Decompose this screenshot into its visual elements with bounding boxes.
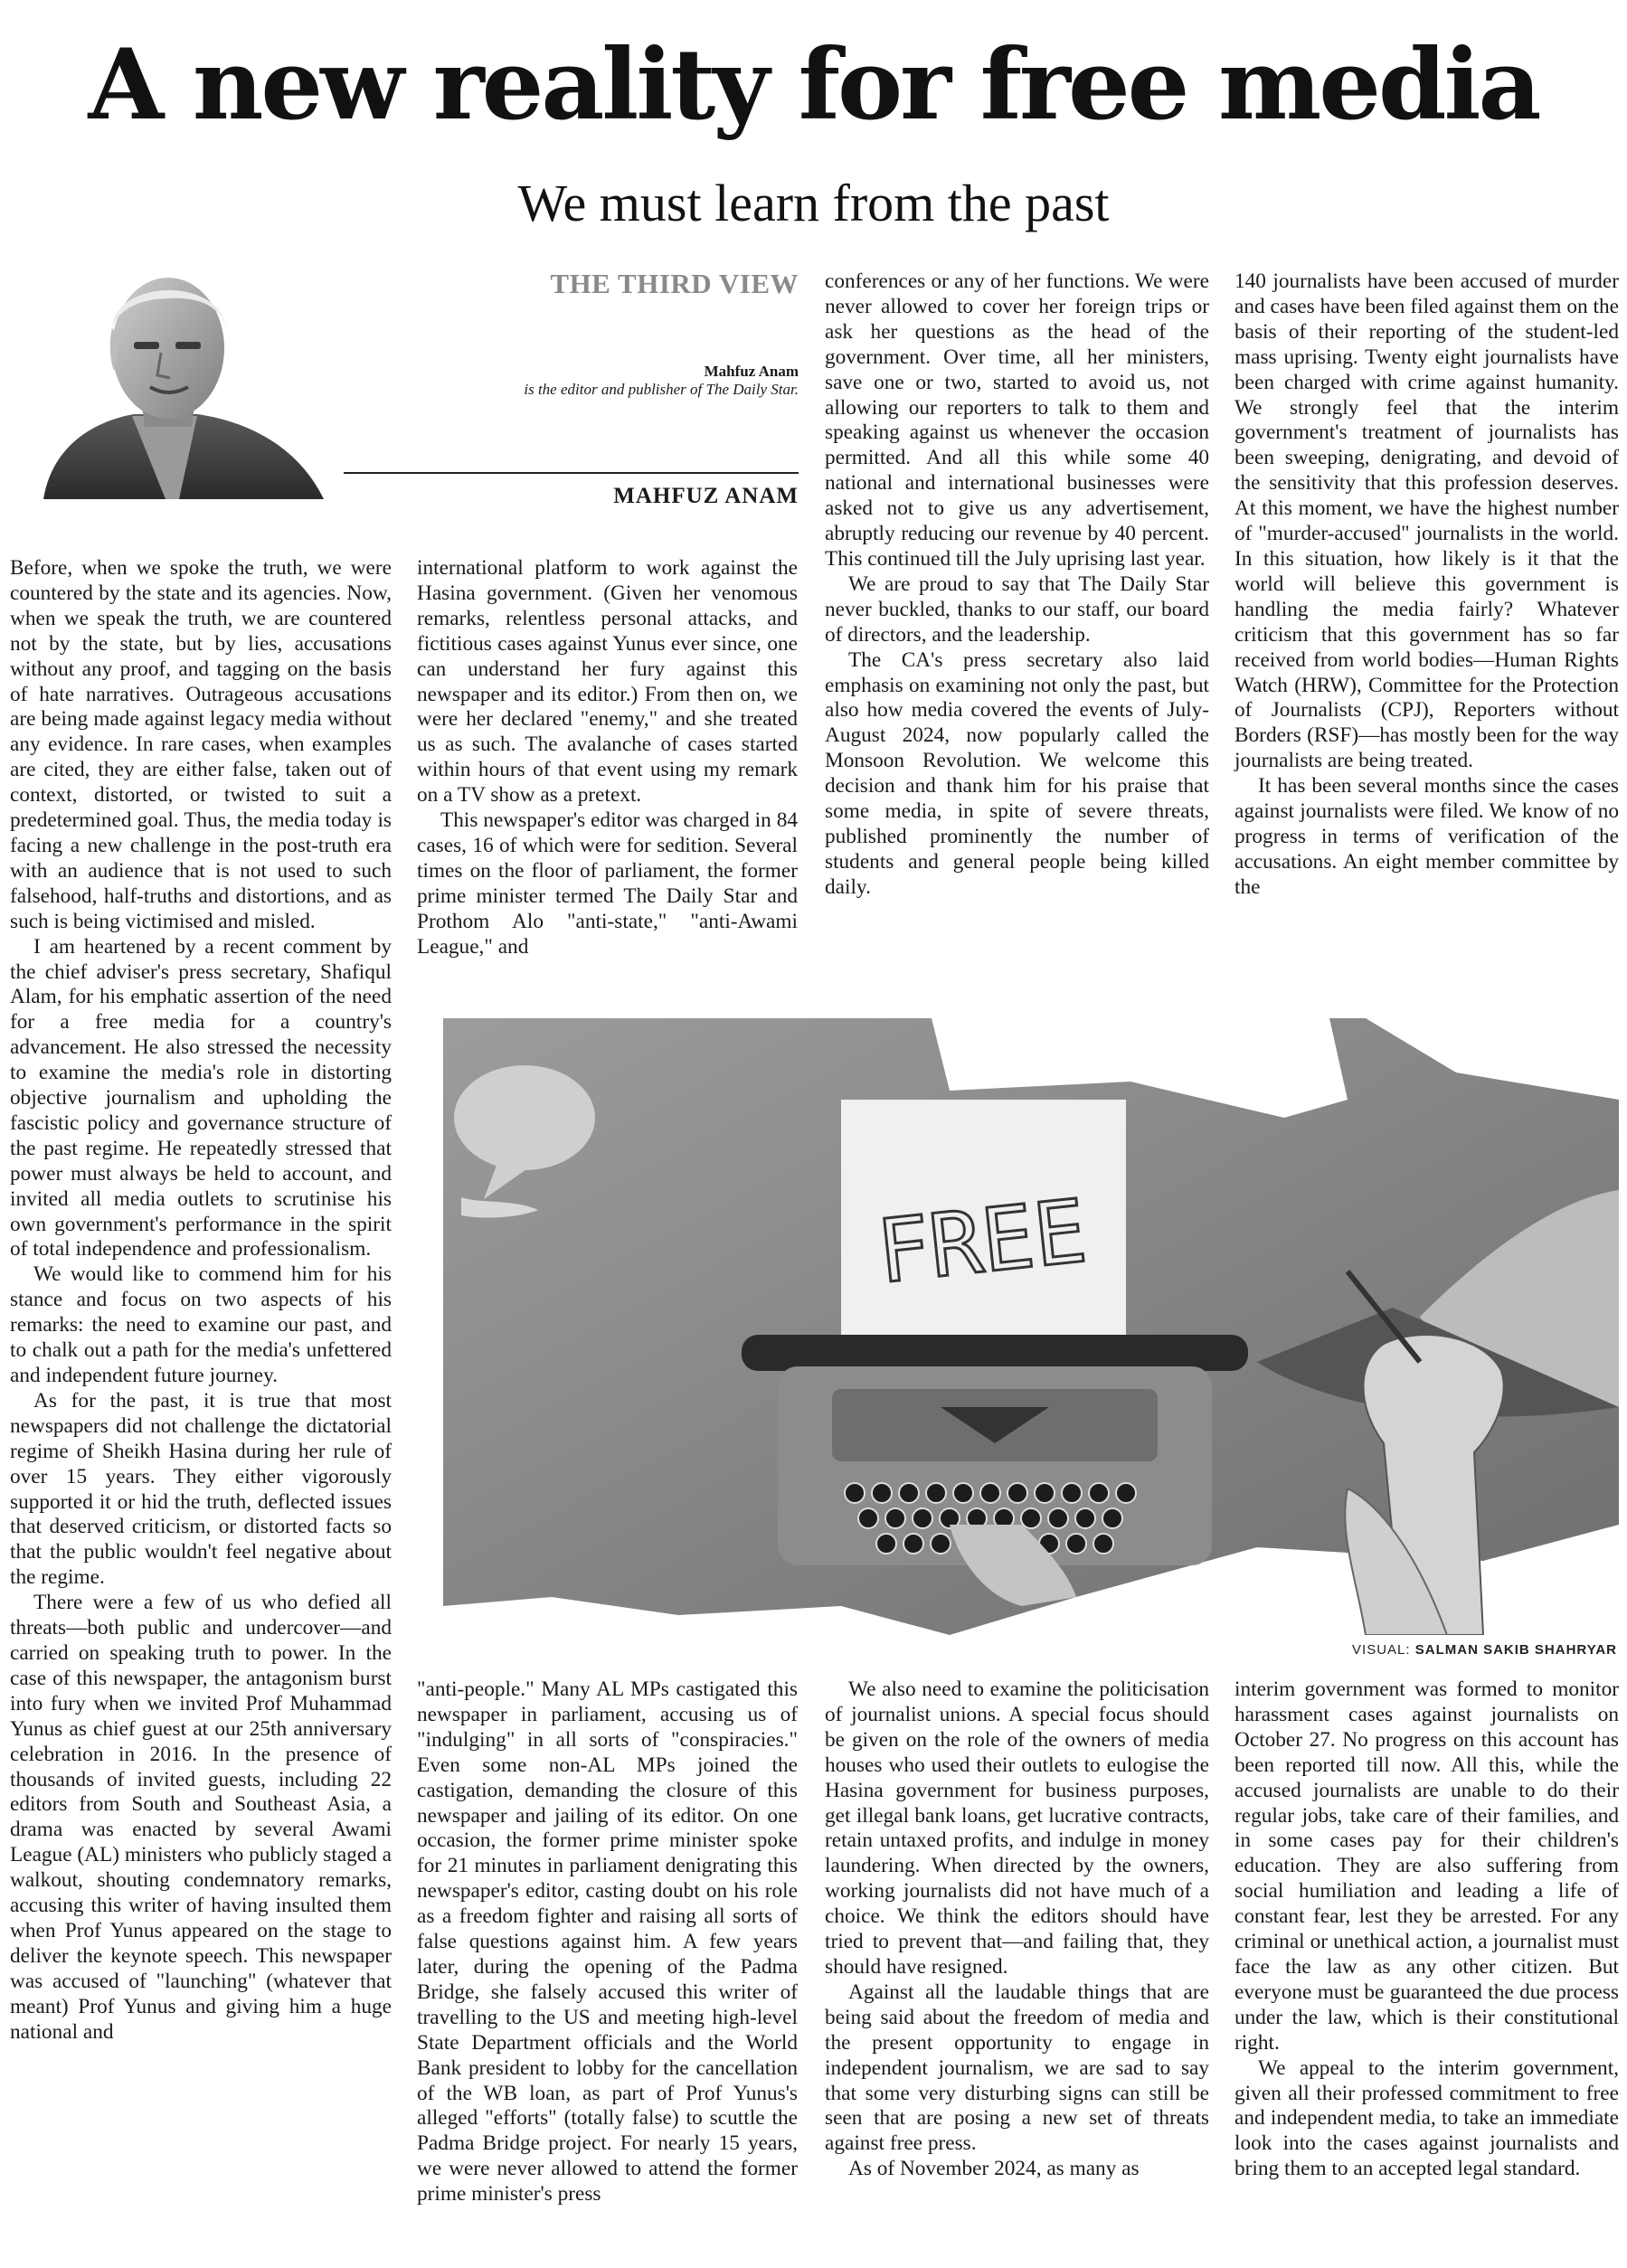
paragraph: There were a few of us who defied all threats—both public and undercover—and carried on speaking truth to power. In the case of this newspaper, the antagonism burst into fury when we invited Prof Muhammad Yunus as chief guest at our 25th anniversary celebration in 2016. In the presence of thousands of invited guests, including 22 editors from South and Southeast Asia, a drama was enacted by several Awami League (AL) ministers who publicly staged a walkout, shouting condemnatory remarks, accusing this writer of having insulted them when Prof Yunus appeared on the stage to deliver the keynote speech. This newspaper was accused of "launching" (whatever that meant) Prof Yunus and giving him a huge national and <box>10 1591 392 2044</box>
illustration-typewriter <box>443 1018 1619 1635</box>
subheadline: We must learn from the past <box>517 174 1110 232</box>
column-2-top <box>417 556 798 960</box>
paragraph: international platform to work against the Hasina government. (Given her venomous remarks, relentless personal attacks, and fictitious cases against Yunus ever since, one can understand her fury against this newspaper and its editor.) From then on, we were her declared "enemy," and she treated us as such. The avalanche of cases started within hours of that event using my remark on a TV show as a pretext. <box>417 556 798 808</box>
paragraph: "anti-people." Many AL MPs castigated this newspaper in parliament, accusing us of "indulging" in all sorts of "conspiracies." Even some non-AL MPs joined the castigation, demanding the closure of this newspaper and jailing of its editor. On one occasion, the former prime minister spoke for 21 minutes in parliament denigrating this newspaper's editor, casting doubt on his role as a freedom fighter and raising all sorts of false questions against him. A few years later, during the opening of the Padma Bridge, she falsely accused this writer of travelling to the US and meeting high-level State Department officials and the World Bank president to lobby for the cancellation of the WB loan, as part of Prof Yunus's alleged "efforts" (totally false) to scuttle the Padma Bridge project. For nearly 15 years, we were never allowed to attend the former prime minister's press <box>417 1677 798 2207</box>
visual-credit-label: VISUAL: <box>1352 1642 1411 1658</box>
byline-rule <box>344 472 799 474</box>
paragraph: This newspaper's editor was charged in 84 cases, 16 of which were for sedition. Several times on the floor of parliament, the former prime minister termed The Daily Star and Prothom Alo "anti-state," "anti-Awami League," and <box>417 808 798 959</box>
column-rubric: THE THIRD VIEW <box>550 268 799 299</box>
author-portrait <box>25 262 405 499</box>
column-2-bottom <box>417 1677 798 2207</box>
paragraph: We appeal to the interim government, given all their professed commitment to free and independent media, to take an immediate look into the cases against journalists and bring them to an accepted legal standard. <box>1234 2055 1619 2181</box>
author-bio-name: Mahfuz Anam <box>704 363 799 380</box>
visual-credit-name: SALMAN SAKIB SHAHRYAR <box>1414 1642 1617 1658</box>
paragraph: Before, when we spoke the truth, we were countered by the state and its agencies. Now, when we speak the truth, we are countered not by the state, but by lies, accusations without any proof, and tagging on the basis of hate narratives. Outrageous accusations are being made against legacy media without any evidence. In rare cases, when examples are cited, they are either false, taken out of context, distorted, or twisted to suit a predetermined goal. Thus, the media today is facing a new challenge in the post-truth era with an audience that is not used to such falsehood, half-truths and distortions, and as such is being victimised and misled. <box>10 556 392 933</box>
paragraph: It has been several months since the cases against journalists were filed. We know of no progress in terms of verification of the accusations. An eight member committee by the <box>1234 774 1619 899</box>
illustration-free-text: FREE <box>872 1180 1092 1303</box>
paragraph: The CA's press secretary also laid emphasis on examining not only the past, but also how media covered the events of July-August 2024, now popularly called the Monsoon Revolution. We welcome this decision and thank him for his praise that some media, in spite of severe threats, published prominently the number of students and general people being killed daily. <box>825 647 1209 899</box>
paragraph: 140 journalists have been accused of murder and cases have been filed against them on the basis of their reporting of the student-led mass uprising. Twenty eight journalists have been charged with crime against humanity. We strongly feel that the interim government's treatment of journalists has been sweeping, denigrating, and devoid of the sensitivity that this profession deserves. At this moment, we have the highest number of "murder-accused" journalists in the world. In this situation, how likely is it that the world will believe this government is handling the media fairly? Whatever criticism that this government has so far received from world bodies—Human Rights Watch (HRW), Committee for the Protection of Journalists (CPJ), Reporters without Borders (RSF)—has mostly been for the way journalists are being treated. <box>1234 269 1619 773</box>
paragraph: Against all the laudable things that are being said about the freedom of media and the present opportunity to engage in independent journalism, we are sad to say that some very disturbing signs can still be seen that are posing a new set of threats against free press. <box>825 1980 1209 2156</box>
paragraph: As of November 2024, as many as <box>848 2157 1140 2181</box>
paragraph: We also need to examine the politicisation of journalist unions. A special focus should be given on the role of the owners of media houses who used their outlets to eulogise the Hasina government for business purposes, get illegal bank loans, get lucrative contracts, retain untaxed profits, and indulge in money laundering. When directed by the owners, working journalists did not have much of a choice. We think the editors should have tried to prevent that—and failing that, they should have resigned. <box>825 1677 1209 1979</box>
author-bio: is the editor and publisher of The Daily Star. <box>524 381 799 398</box>
paragraph: conferences or any of her functions. We were never allowed to cover her foreign trips or ask her questions as the head of the government. Over time, all her ministers, save one or two, started to avoid us, not allowing our reporters to talk to them and speaking against us whenever the occasion permitted. And all this while some 40 national and international businesses were asked not to give us any advertisement, abruptly reducing our revenue by 40 percent. This continued till the July uprising last year. <box>825 269 1209 571</box>
column-3-top <box>825 269 1209 901</box>
column-4-top <box>1234 269 1619 901</box>
column-1 <box>10 556 392 2045</box>
byline: MAHFUZ ANAM <box>613 484 799 508</box>
column-4-bottom <box>1234 1677 1619 2182</box>
paragraph: interim government was formed to monitor harassment cases against journalists on October 27. No progress on this account has been reported till now. All this, while the accused journalists are unable to do their regular jobs, take care of their families, and in some cases pay for their children's education. They are also suffering from social humiliation and leading a life of constant fear, lest they be arrested. For any criminal or unethical action, a journalist must face the law as any other citizen. But everyone must be guaranteed the due process under the law, which is their constitutional right. <box>1234 1677 1619 2055</box>
paragraph: As for the past, it is true that most newspapers did not challenge the dictatorial regime of Sheikh Hasina during her rule of over 15 years. They either vigorously supported it or hid the truth, deflected issues that deserved criticism, or distorted facts so that the public wouldn't feel negative about the regime. <box>10 1388 392 1590</box>
paragraph: I am heartened by a recent comment by the chief adviser's press secretary, Shafiqul Alam, for his emphatic assertion of the need for a free media for a country's advancement. He also stressed the necessity to examine the media's role in distorting objective journalism and upholding the fascistic policy and governance structure of the past regime. He repeatedly stressed that power must always be held to account, and invited all media outlets to scrutinise his own government's performance in the spirit of total independence and professionalism. <box>10 934 392 1262</box>
paragraph: We would like to commend him for his stance and focus on two aspects of his remarks: the need to examine our past, and to chalk out a path for the media's unfettered and independent future journey. <box>10 1262 392 1387</box>
column-3-bottom <box>825 1677 1209 2182</box>
paragraph: We are proud to say that The Daily Star never buckled, thanks to our staff, our board of directors, and the leadership. <box>825 572 1209 647</box>
visual-credit <box>1352 1642 1617 1658</box>
headline: A new reality for free media <box>88 28 1539 142</box>
